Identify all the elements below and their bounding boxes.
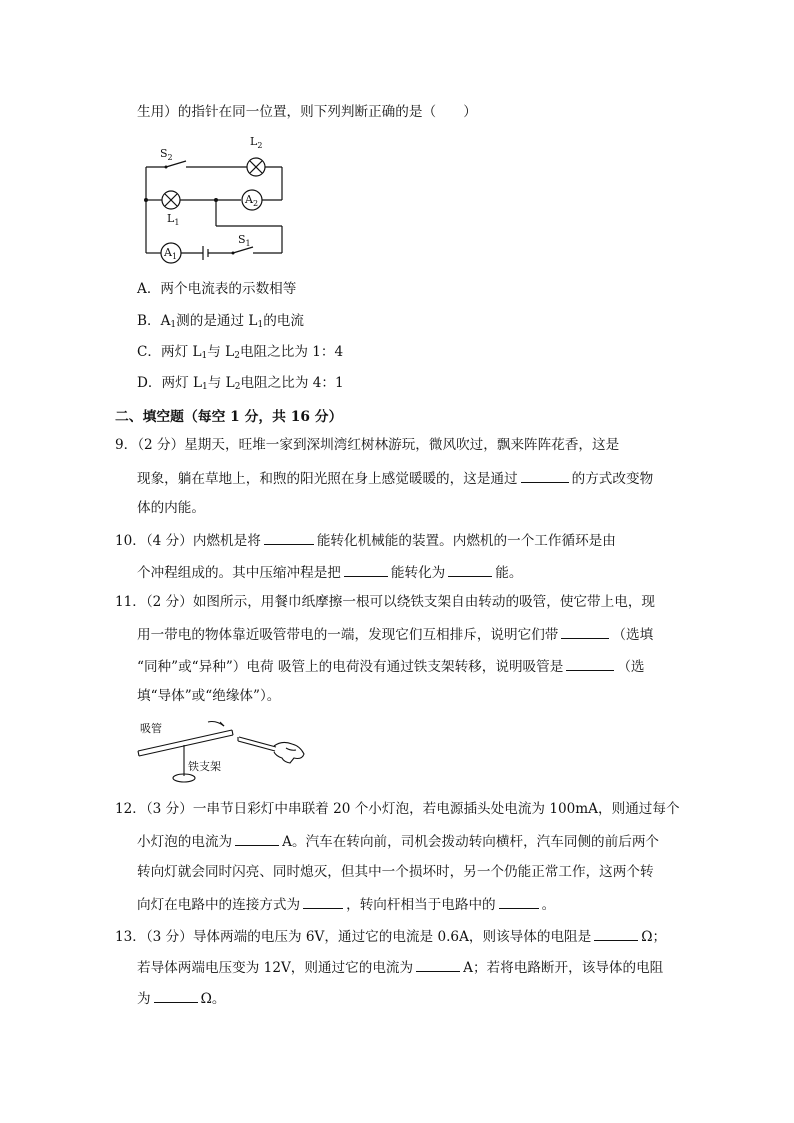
q8-option-a: A．两个电流表的示数相等	[137, 281, 297, 297]
label-a2: A	[245, 193, 253, 206]
q10-blank-3[interactable]	[448, 562, 492, 577]
q10-blank-2[interactable]	[344, 562, 388, 577]
circuit-diagram	[140, 130, 300, 270]
q9-line2: 现象，躺在草地上，和煦的阳光照在身上感觉暖暖的，这是通过 的方式改变物	[137, 468, 653, 488]
label-l2: L	[250, 135, 258, 148]
svg-text:S1	[238, 233, 251, 248]
label-l2-sub: 2	[257, 141, 263, 150]
label-l1-sub: 1	[174, 218, 180, 227]
q9-blank[interactable]	[521, 468, 569, 483]
svg-text:S2	[160, 147, 173, 162]
q12-line1: 12．（3 分）一串节日彩灯中串联着 20 个小灯泡，若电源插头处电流为 100mA，则通过每个	[115, 801, 680, 817]
label-straw: 吸管	[140, 722, 162, 735]
label-s1-sub: 1	[245, 239, 251, 248]
q10-line2: 个冲程组成的。其中压缩冲程是把 能转化为 能。	[137, 562, 522, 582]
q10-line1: 10．（4 分）内燃机是将 能转化机械能的装置。内燃机的一个工作循环是由	[115, 530, 616, 550]
q10-blank-1[interactable]	[264, 530, 314, 545]
q13-blank-2[interactable]	[416, 957, 460, 972]
q11-line1: 11．（2 分）如图所示，用餐巾纸摩擦一根可以绕铁支架自由转动的吸管，使它带上电，现	[115, 594, 656, 610]
straw-figure	[136, 718, 311, 788]
label-a2-sub: 2	[252, 199, 259, 208]
q12-line2: 小灯泡的电流为 A。汽车在转向前，司机会拨动转向横杆，汽车同侧的前后两个	[137, 831, 659, 851]
q12-blank-2[interactable]	[303, 894, 343, 909]
svg-text:A2	[244, 193, 258, 208]
label-s2: S	[160, 147, 168, 160]
q11-blank-2[interactable]	[566, 656, 614, 671]
q12-line4: 向灯在电路中的连接方式为 ，转向杆相当于电路中的 。	[137, 894, 555, 914]
svg-text:L2	[250, 135, 262, 150]
label-l1: L	[167, 212, 175, 225]
q13-line3: 为 Ω。	[137, 988, 225, 1008]
q8-option-b: B．$A_1$测的是通过 $L_1$的电流	[137, 313, 304, 330]
q12-blank-1[interactable]	[235, 831, 279, 846]
label-s1: S	[238, 233, 246, 246]
q9-line3: 体的内能。	[137, 500, 205, 516]
q8-option-d: D．两灯 $L_1$与 $L_2$电阻之比为 4：1	[137, 375, 344, 392]
q12-blank-3[interactable]	[499, 894, 539, 909]
q11-line4: 填“导体”或“绝缘体”）。	[137, 688, 281, 704]
q11-line3: “同种”或“异种”）电荷 吸管上的电荷没有通过铁支架转移，说明吸管是 （选	[137, 656, 645, 676]
q12-line3: 转向灯就会同时闪亮、同时熄灭，但其中一个损坏时，另一个仍能正常工作，这两个转	[137, 864, 654, 880]
q11-blank-1[interactable]	[561, 624, 609, 639]
q13-line2: 若导体两端电压变为 12V，则通过它的电流为 A；若将电路断开，该导体的电阻	[137, 957, 663, 977]
svg-text:L1	[167, 212, 179, 227]
q13-blank-3[interactable]	[154, 988, 198, 1003]
label-a1: A	[164, 246, 172, 259]
q13-blank-1[interactable]	[594, 926, 638, 941]
q13-line1: 13．（3 分）导体两端的电压为 6V，通过它的电流是 0.6A，则该导体的电阻是 Ω；	[115, 926, 666, 946]
q9-line1: 9．（2 分）星期天，旺堆一家到深圳湾红树林游玩，微风吹过，飘来阵阵花香，这是	[115, 437, 620, 453]
q8-stem-tail: 生用）的指针在同一位置，则下列判断正确的是（ ）	[137, 104, 477, 120]
label-s2-sub: 2	[167, 153, 173, 162]
svg-text:A1	[163, 246, 177, 261]
label-stand: 铁支架	[188, 760, 221, 773]
section-title: 二、填空题（每空 1 分，共 16 分）	[115, 409, 343, 425]
q8-option-c: C．两灯 $L_1$与 $L_2$电阻之比为 1：4	[137, 344, 344, 361]
q11-line2: 用一带电的物体靠近吸管带电的一端，发现它们互相排斥，说明它们带 （选填	[137, 624, 653, 644]
label-a1-sub: 1	[171, 252, 178, 261]
